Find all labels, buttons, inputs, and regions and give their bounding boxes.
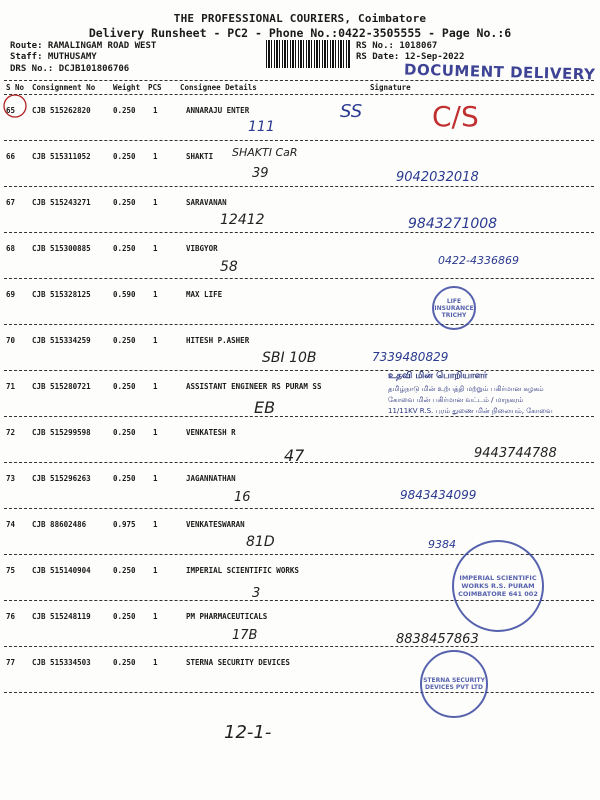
- sterna-stamp: STERNA SECURITY DEVICES PVT LTD: [420, 650, 488, 718]
- note-73: 16: [234, 490, 251, 505]
- cell-sno: 67: [6, 198, 16, 207]
- note-76: 17B: [232, 628, 258, 643]
- table-row: [0, 96, 600, 142]
- cell-consignee: PM PHARMACEUTICALS: [186, 612, 268, 621]
- footer-handwritten-note: 12-1-: [224, 722, 272, 743]
- table-row: [0, 464, 600, 510]
- cell-sno: 75: [6, 566, 16, 575]
- cell-sno: 69: [6, 290, 16, 299]
- imperial-scientific-stamp: IMPERIAL SCIENTIFIC WORKS R.S. PURAM COIMBATORE 641 002: [452, 540, 544, 632]
- cell-cno: CJB 88602486: [32, 520, 87, 529]
- note2-65: SS: [340, 101, 363, 122]
- cell-consignee: HITESH P.ASHER: [186, 336, 250, 345]
- cell-weight: 0.250: [113, 658, 136, 667]
- cell-cno: CJB 515334259: [32, 336, 91, 345]
- cell-weight: 0.590: [113, 290, 136, 299]
- cell-pcs: 1: [153, 428, 158, 437]
- cell-cno: CJB 515296263: [32, 474, 91, 483]
- cell-weight: 0.250: [113, 474, 136, 483]
- note-70: SBI 10B: [262, 350, 317, 366]
- signature-73: 9843434099: [400, 488, 477, 502]
- row-divider: [4, 278, 594, 279]
- rs-date: RS Date: 12-Sep-2022: [356, 52, 465, 62]
- route-label: Route: RAMALINGAM ROAD WEST: [10, 41, 157, 51]
- cell-weight: 0.250: [113, 106, 136, 115]
- cell-weight: 0.250: [113, 244, 136, 253]
- cell-weight: 0.975: [113, 520, 136, 529]
- row-divider: [4, 186, 594, 187]
- cell-weight: 0.250: [113, 382, 136, 391]
- table-row: [0, 648, 600, 694]
- cell-cno: CJB 515311052: [32, 152, 91, 161]
- table-row: [0, 188, 600, 234]
- cell-consignee: STERNA SECURITY DEVICES: [186, 658, 290, 667]
- cell-consignee: VIBGYOR: [186, 244, 218, 253]
- row-divider: [4, 692, 594, 693]
- document-delivery-stamp: DOCUMENT DELIVERY: [403, 60, 596, 84]
- row-divider: [4, 508, 594, 509]
- cell-cno: CJB 515280721: [32, 382, 91, 391]
- note-75: 3: [252, 586, 261, 601]
- note2-66: SHAKTI CaR: [232, 146, 298, 159]
- col-consignment: Consignment No: [32, 83, 96, 92]
- cell-sno: 65: [6, 106, 16, 115]
- cell-consignee: SHAKTI: [186, 152, 214, 161]
- drs-number: DRS No.: DCJB101806706: [10, 64, 130, 74]
- cell-weight: 0.250: [113, 612, 136, 621]
- col-pcs: PCS: [148, 83, 162, 92]
- row-divider: [4, 232, 594, 233]
- cell-weight: 0.250: [113, 566, 136, 575]
- cell-pcs: 1: [153, 612, 158, 621]
- cell-cno: CJB 515334503: [32, 658, 91, 667]
- row-divider: [4, 370, 594, 371]
- tamil-stamp-line-1: தமிழ்நாடு மின் உற்பத்தி மற்றும் பகிர்மான கழகம்: [388, 385, 544, 393]
- cell-sno: 68: [6, 244, 16, 253]
- signature-67: 9843271008: [408, 216, 498, 232]
- staff-label: Staff: MUTHUSAMY: [10, 52, 97, 62]
- cell-consignee: ASSISTANT ENGINEER RS PURAM SS: [186, 382, 322, 391]
- cell-cno: CJB 515140904: [32, 566, 91, 575]
- col-weight: Weight: [113, 83, 141, 92]
- cell-pcs: 1: [153, 106, 158, 115]
- col-consignee: Consignee Details: [180, 83, 257, 92]
- cell-cno: CJB 515328125: [32, 290, 91, 299]
- cell-sno: 70: [6, 336, 16, 345]
- note-71: EB: [254, 398, 276, 417]
- cell-pcs: 1: [153, 198, 158, 207]
- col-signature: Signature: [370, 83, 411, 92]
- cell-sno: 72: [6, 428, 16, 437]
- row-divider: [4, 646, 594, 647]
- note-74: 81D: [246, 534, 275, 550]
- barcode-image: [266, 40, 350, 68]
- cell-weight: 0.250: [113, 336, 136, 345]
- note-65: 111: [248, 119, 275, 135]
- cell-consignee: VENKATESWARAN: [186, 520, 245, 529]
- rs-number: RS No.: 1018067: [356, 41, 438, 51]
- cell-pcs: 1: [153, 152, 158, 161]
- cell-cno: CJB 515262820: [32, 106, 91, 115]
- cell-consignee: IMPERIAL SCIENTIFIC WORKS: [186, 566, 299, 575]
- cell-sno: 74: [6, 520, 16, 529]
- note-68: 58: [220, 259, 238, 275]
- cell-sno: 66: [6, 152, 16, 161]
- tamil-stamp-line-2: கோவை மின் பகிர்மான வட்டம் / மாநகரம்: [388, 396, 524, 404]
- cell-consignee: SARAVANAN: [186, 198, 227, 207]
- cell-pcs: 1: [153, 244, 158, 253]
- cell-pcs: 1: [153, 658, 158, 667]
- table-row: [0, 142, 600, 188]
- cell-pcs: 1: [153, 382, 158, 391]
- header-rule-top: [4, 80, 594, 81]
- cell-consignee: ANNARAJU ENTER: [186, 106, 250, 115]
- signature-76: 8838457863: [396, 632, 479, 647]
- runsheet-subtitle: Delivery Runsheet - PC2 - Phone No.:0422-3505555 - Page No.:6: [88, 26, 512, 40]
- cell-cno: CJB 515300885: [32, 244, 91, 253]
- note-66: 39: [252, 166, 269, 181]
- note-72: 47: [284, 446, 305, 465]
- cell-pcs: 1: [153, 520, 158, 529]
- cell-sno: 71: [6, 382, 16, 391]
- cell-weight: 0.250: [113, 428, 136, 437]
- header-rule-bottom: [4, 94, 594, 95]
- signature-66: 9042032018: [396, 170, 479, 185]
- cell-consignee: JAGANNATHAN: [186, 474, 236, 483]
- cell-pcs: 1: [153, 290, 158, 299]
- note-67: 12412: [220, 212, 265, 228]
- cell-weight: 0.250: [113, 152, 136, 161]
- cell-weight: 0.250: [113, 198, 136, 207]
- col-sno: S No: [6, 83, 25, 92]
- cell-pcs: 1: [153, 474, 158, 483]
- signature-72: 9443744788: [474, 446, 557, 461]
- signature-68: 0422-4336869: [438, 254, 519, 267]
- table-row: [0, 280, 600, 326]
- cell-sno: 73: [6, 474, 16, 483]
- row-divider: [4, 416, 594, 417]
- cell-cno: CJB 515248119: [32, 612, 91, 621]
- cell-pcs: 1: [153, 336, 158, 345]
- life-insurance-stamp: LIFE INSURANCE TRICHY: [432, 286, 476, 330]
- cell-sno: 77: [6, 658, 16, 667]
- row-divider: [4, 140, 594, 141]
- cell-consignee: VENKATESH R: [186, 428, 236, 437]
- circle-mark-icon: [2, 92, 30, 120]
- cell-cno: CJB 515299598: [32, 428, 91, 437]
- tamil-stamp-heading: உதவி மின் பொறியாளர்: [388, 371, 488, 381]
- cell-cno: CJB 515243271: [32, 198, 91, 207]
- cell-consignee: MAX LIFE: [186, 290, 223, 299]
- tamil-stamp-line-3: 11/11KV R.S. புரம் துணை மின் நிலையம், கோவை: [388, 407, 553, 415]
- signature-70: 7339480829: [372, 350, 449, 364]
- row-divider: [4, 324, 594, 325]
- company-title: THE PROFESSIONAL COURIERS, Coimbatore: [173, 12, 427, 25]
- signature-74: 9384: [428, 538, 456, 551]
- cell-pcs: 1: [153, 566, 158, 575]
- cell-sno: 76: [6, 612, 16, 621]
- signature-65: C/S: [432, 100, 479, 133]
